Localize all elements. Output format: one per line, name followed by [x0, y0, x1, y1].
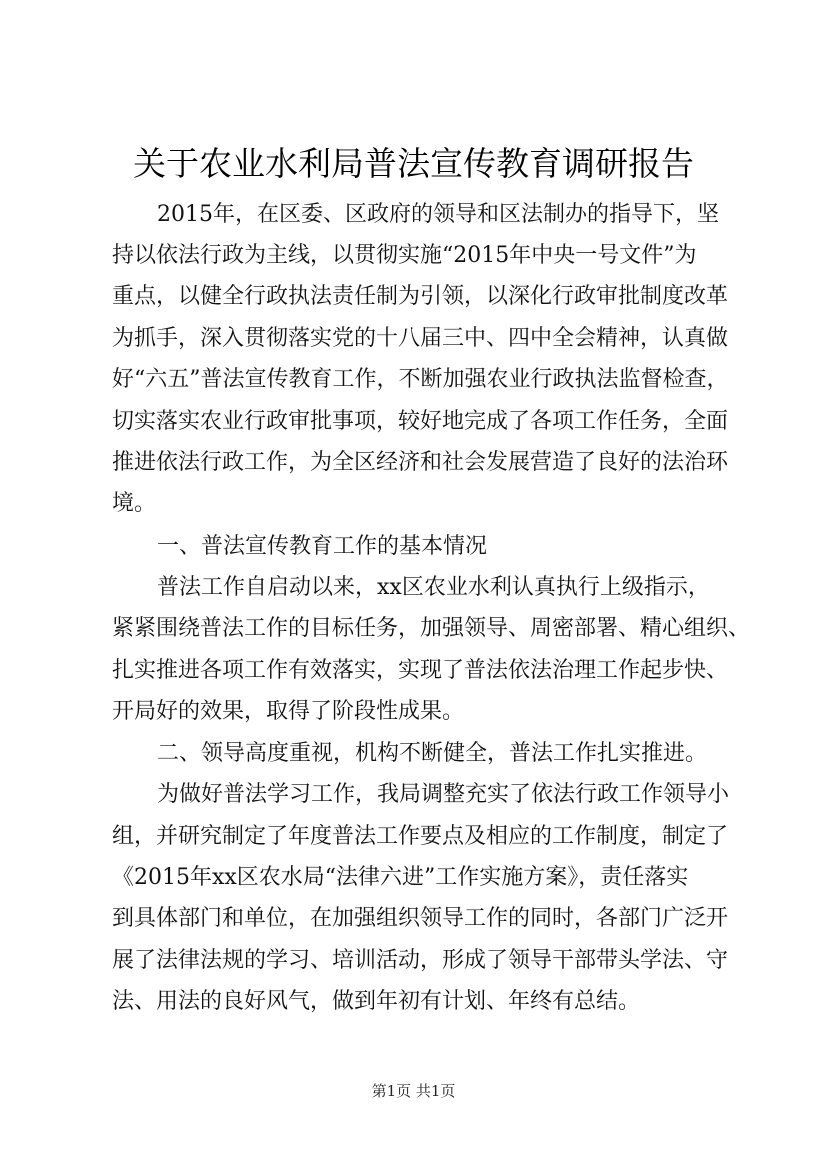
paragraph-2-line: 扎实推进各项工作有效落实，实现了普法依法治理工作起步快、	[112, 658, 729, 683]
paragraph-2-line: 开局好的效果，取得了阶段性成果。	[112, 699, 465, 724]
paragraph-1-line: 切实落实农业行政审批事项，较好地完成了各项工作任务，全面	[112, 409, 729, 434]
paragraph-1-line: 持以依法行政为主线，以贯彻实施“2015年中央一号文件”为	[112, 243, 697, 268]
paragraph-3-line: 法、用法的良好风气，做到年初有计划、年终有总结。	[112, 989, 641, 1014]
paragraph-1-line: 好“六五”普法宣传教育工作，不断加强农业行政执法监督检查，	[112, 367, 729, 392]
paragraph-3-line: 《2015年xx区农水局“法律六进”工作实施方案》，责任落实	[112, 865, 689, 890]
paragraph-2-line: 紧紧围绕普法工作的目标任务，加强领导、周密部署、精心组织、	[112, 616, 751, 641]
paragraph-3-line: 到具体部门和单位，在加强组织领导工作的同时，各部门广泛开	[112, 906, 729, 931]
paragraph-1-line: 推进依法行政工作，为全区经济和社会发展营造了良好的法治环	[112, 450, 729, 475]
section-heading-2: 二、领导高度重视，机构不断健全，普法工作扎实推进。	[157, 741, 708, 766]
document-title: 关于农业水利局普法宣传教育调研报告	[133, 144, 694, 183]
paragraph-1-line: 为抓手，深入贯彻落实党的十八届三中、四中全会精神，认真做	[112, 326, 729, 351]
paragraph-1-line: 2015年，在区委、区政府的领导和区法制办的指导下，坚	[157, 202, 719, 227]
paragraph-2-line: 普法工作自启动以来，xx区农业水利认真执行上级指示，	[157, 575, 710, 600]
paragraph-3-line: 为做好普法学习工作，我局调整充实了依法行政工作领导小	[157, 782, 730, 807]
paragraph-3-line: 组，并研究制定了年度普法工作要点及相应的工作制度，制定了	[112, 824, 729, 849]
section-heading-1: 一、普法宣传教育工作的基本情况	[157, 534, 488, 559]
paragraph-1-line: 重点，以健全行政执法责任制为引领，以深化行政审批制度改革	[112, 284, 729, 309]
paragraph-3-line: 展了法律法规的学习、培训活动，形成了领导干部带头学法、守	[112, 948, 729, 973]
paragraph-1-line: 境。	[112, 491, 157, 516]
page-number-footer: 第1页 共1页	[371, 1082, 456, 1100]
